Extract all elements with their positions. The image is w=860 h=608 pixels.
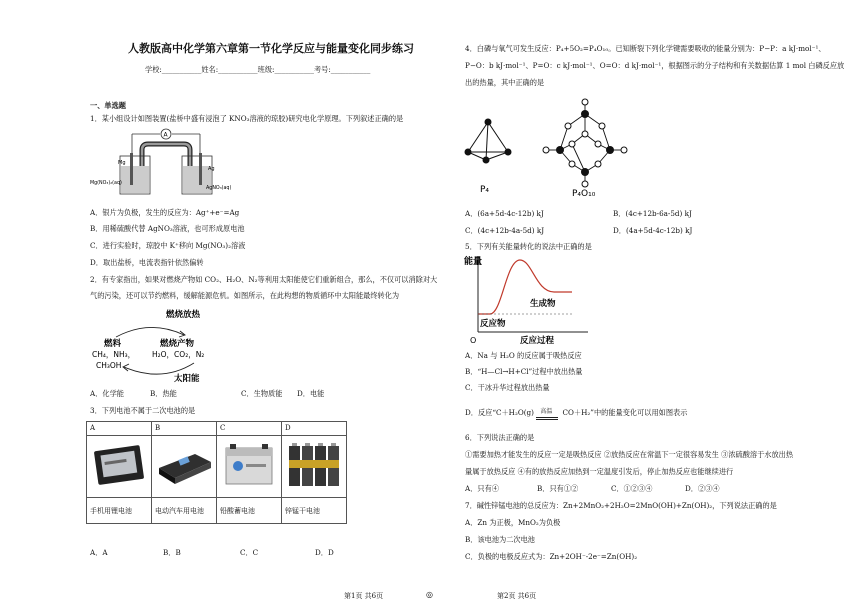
p4-label: P₄ <box>480 185 490 195</box>
q5-option-c: C．干冰升华过程放出热量 <box>465 383 550 392</box>
center-divider-symbol: ◎ <box>426 590 433 599</box>
student-info-line: 学校:___________姓名:___________班级:___________考号:___________ <box>145 65 371 74</box>
p4-structure <box>465 119 512 164</box>
reaction-condition: 高温 <box>540 408 553 415</box>
q6-stem: 6．下列说法正确的是 <box>465 433 535 442</box>
q4-stem-line3: 出的热量，其中正确的是 <box>465 78 545 87</box>
q1-option-d: D．取出盐桥，电流表指针依然偏转 <box>90 258 204 267</box>
q3-option-b: B．B <box>163 548 181 557</box>
p4o10-label: P₄O₁₀ <box>572 189 596 199</box>
q3-option-c: C．C <box>240 548 259 557</box>
q6-option-c: C．①②③④ <box>611 484 653 493</box>
cycle-top-label: 燃烧放热 <box>166 310 201 320</box>
table-header-a: A <box>87 422 152 436</box>
q2-stem-line1: 2．有专家指出，如果对燃烧产物如 CO₂、H₂O、N₂等利用太阳能使它们重新组合，那么，不仅可以消除对大 <box>90 275 438 284</box>
q5-option-d <box>465 408 687 417</box>
q1-stem: 1．某小组设计如图装置(盐桥中盛有浸泡了 KNO₃溶液的琼胶)研究电化学原理。下列叙述正确的是 <box>90 114 404 123</box>
caption-d: 锌锰干电池 <box>282 498 347 524</box>
table-header-c: C <box>217 422 282 436</box>
page-2 <box>430 0 860 608</box>
y-axis-label: 能量 <box>464 257 483 267</box>
fuel-formulas-2: CH₃OH <box>96 361 122 370</box>
caption-b: 电动汽车用电池 <box>152 498 217 524</box>
battery-table <box>86 421 347 524</box>
fuel-label: 燃料 <box>104 339 122 349</box>
solar-label: 太阳能 <box>174 374 200 383</box>
q5-option-d-part1: D．反应“C＋H₂O(g) <box>465 408 534 417</box>
x-axis-label: 反应过程 <box>520 336 555 344</box>
mg-electrode-label: Mg <box>118 160 126 166</box>
table-header-b: B <box>152 422 217 436</box>
q7-option-c: C．负极的电极反应式为：Zn+2OH⁻-2e⁻=Zn(OH)₂ <box>465 552 638 561</box>
table-header-d: D <box>282 422 347 436</box>
q4-option-d: D．(4a+5d-4c-12b) kJ <box>613 226 693 235</box>
q5-option-a: A．Na 与 H₂O 的反应属于吸热反应 <box>465 351 582 360</box>
ag-electrode-label: Ag <box>208 166 215 172</box>
lithium-battery-image <box>87 436 152 498</box>
reactant-level-label: 反应物 <box>480 319 506 329</box>
q1-option-a: A．银片为负极，发生的反应为：Ag⁺+e⁻=Ag <box>90 208 240 217</box>
q5-stem: 5．下列有关能量转化的说法中正确的是 <box>465 242 592 251</box>
q7-option-a: A．Zn 为正极，MnO₂为负极 <box>465 518 561 527</box>
q4-option-a: A．(6a+5d-4c-12b) kJ <box>465 209 544 218</box>
galvanic-cell-figure <box>90 128 240 198</box>
q4-option-b: B．(4c+12b-6a-5d) kJ <box>613 209 692 218</box>
caption-a: 手机用锂电池 <box>87 498 152 524</box>
energy-profile-figure <box>462 252 592 344</box>
right-solution-label: AgNO₃(aq) <box>206 186 232 191</box>
q6-option-a: A．只有④ <box>465 484 499 493</box>
page-1-footer: 第1页 共6页 <box>344 592 384 600</box>
page-2-footer: 第2页 共6页 <box>497 592 537 600</box>
product-formulas: H₂O，CO₂，N₂ <box>152 350 205 359</box>
section-heading: 一、单选题 <box>90 101 126 110</box>
q2-option-d: D．电能 <box>297 389 325 398</box>
q1-option-b: B．用稀硫酸代替 AgNO₃溶液，也可形成原电池 <box>90 224 245 233</box>
q6-statements-line1: ①需要加热才能发生的反应一定是吸热反应 ②放热反应在常温下一定很容易发生 ③浓硫酸溶于水放出热 <box>465 450 794 459</box>
q3-option-a: A．A <box>90 548 108 557</box>
energy-cycle-figure <box>90 305 240 383</box>
q7-option-b: B．该电池为二次电池 <box>465 535 535 544</box>
q2-option-a: A．化学能 <box>90 389 124 398</box>
molecule-structures-figure <box>460 92 630 202</box>
ev-battery-image <box>152 436 217 498</box>
q2-option-b: B．热能 <box>150 389 177 398</box>
zinc-manganese-battery-image <box>282 436 347 498</box>
q7-stem: 7．碱性锌锰电池的总反应为：Zn+2MnO₂+2H₂O=2MnO(OH)+Zn(OH)₂，下列说法正确的是 <box>465 501 777 510</box>
q2-stem-line2: 气的污染，还可以节约燃料，缓解能源危机。如图所示，在此构想的物质循环中太阳能最终转化为 <box>90 291 400 300</box>
q5-option-b: B．“H—Cl→H+Cl”过程中放出热量 <box>465 367 583 376</box>
caption-c: 铅酸蓄电池 <box>217 498 282 524</box>
product-label: 燃烧产物 <box>160 339 195 349</box>
left-solution-label: Mg(NO₃)₂(aq) <box>90 181 122 186</box>
q4-option-c: C．(4c+12b-4a-5d) kJ <box>465 226 545 235</box>
fuel-formulas-1: CH₄，NH₃， <box>92 350 136 359</box>
lead-acid-battery-image <box>217 436 282 498</box>
q6-statements-line2: 量属于放热反应 ④有的放热反应加热到一定温度引发后，停止加热反应也能继续进行 <box>465 467 734 476</box>
q3-stem: 3．下列电池不属于二次电池的是 <box>90 406 196 415</box>
q3-option-d: D．D <box>315 548 334 557</box>
origin-label: O <box>470 336 477 344</box>
q4-stem-line2: P−O：b kJ·mol⁻¹、P=O：c kJ·mol⁻¹、O=O：d kJ·mol⁻¹，根据图示的分子结构和有关数据估算 1 mol 白磷反应放 <box>465 61 845 70</box>
q1-option-c: C．进行实验时，琼胶中 K⁺移向 Mg(NO₃)₂溶液 <box>90 241 246 250</box>
q6-option-b: B．只有①② <box>537 484 579 493</box>
q4-stem-line1: 4．白磷与氧气可发生反应：P₄+5O₂=P₄O₁₀。已知断裂下列化学键需要吸收的能量分别为：P−P：a kJ·mol⁻¹、 <box>465 44 826 53</box>
q2-option-c: C．生物质能 <box>241 389 283 398</box>
q5-option-d-part2: CO＋H₂”中的能量变化可以用如图表示 <box>562 408 688 417</box>
page-title: 人教版高中化学第六章第一节化学反应与能量变化同步练习 <box>128 42 414 55</box>
q6-option-d: D．②③④ <box>685 484 720 493</box>
product-level-label: 生成物 <box>530 299 556 309</box>
ammeter-label: A <box>163 131 168 139</box>
